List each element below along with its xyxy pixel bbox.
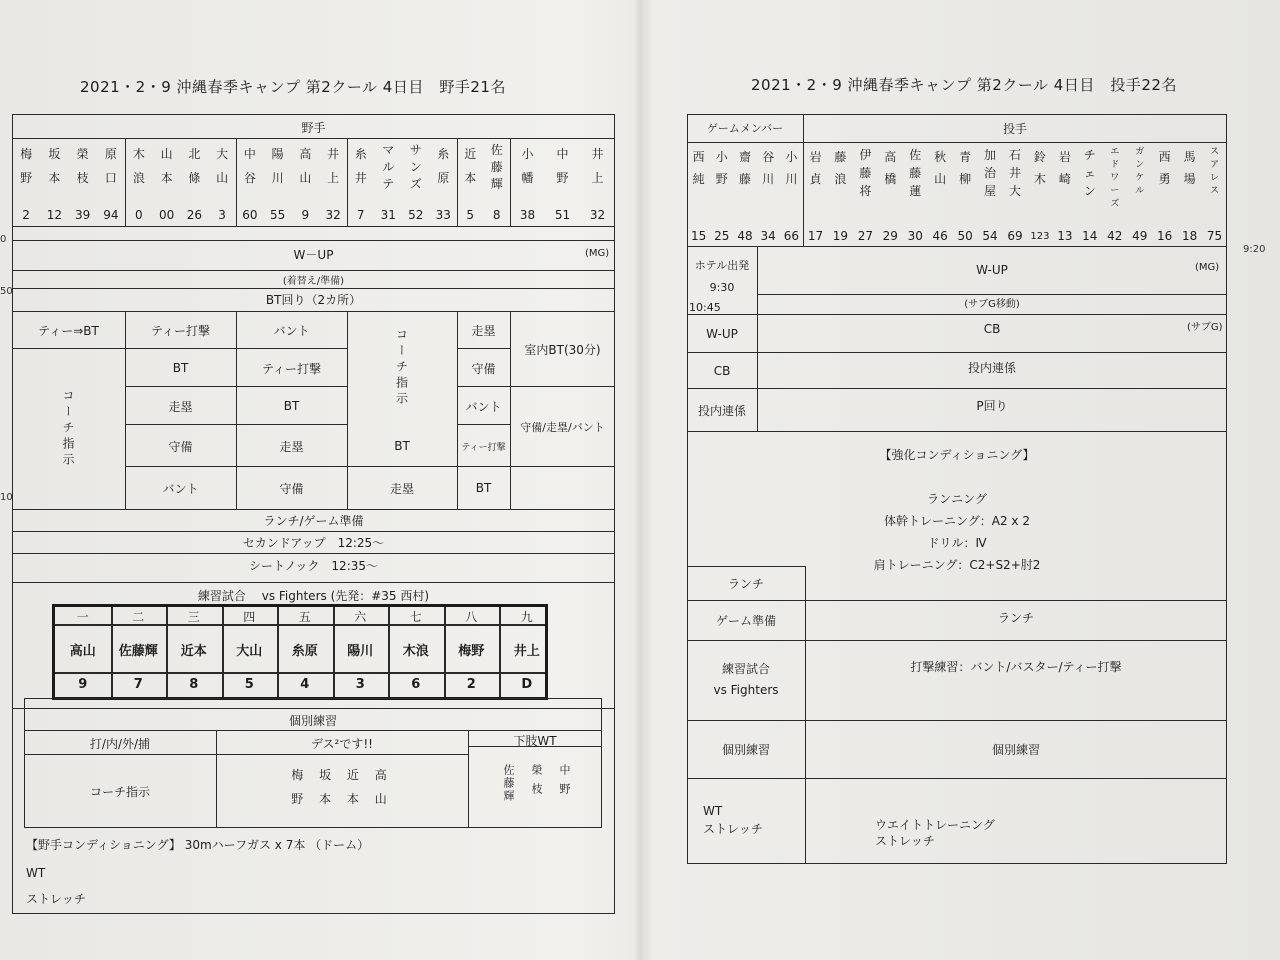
player-number: 38	[519, 208, 536, 222]
player-number: 3	[218, 208, 226, 222]
pitcher-name: エドワーズ	[1110, 147, 1120, 209]
pitcher-number: 30	[907, 229, 923, 243]
lunch-label: ランチ	[727, 576, 764, 591]
rot-cell: BT	[283, 399, 300, 413]
rot-cell: BT	[172, 361, 189, 375]
pitcher-number: 19	[832, 229, 849, 243]
pitcher-number: 50	[957, 229, 973, 243]
batting-practice: 打撃練習：バント/バスター/ティー打撃	[910, 659, 1122, 674]
kobetsu-head-2: デス²です!!	[311, 736, 373, 751]
fielders-schedule-sheet	[0, 30, 640, 960]
pitcher-name: 佐藤蓮	[909, 148, 922, 198]
player-name: 榮枝	[76, 147, 89, 185]
rot-header-1: ティー⇒BT	[38, 323, 99, 338]
pitcher-name: ガンケル	[1135, 147, 1145, 196]
lineup-name: 佐藤輝	[118, 643, 158, 659]
rot-cell: BT	[394, 439, 410, 453]
lineup-name: 梅野	[458, 643, 485, 659]
lineup-name: 木浪	[402, 643, 429, 659]
player-number: 7	[356, 208, 365, 222]
pitcher-number: 123	[1030, 230, 1050, 242]
lineup-order: 四	[243, 609, 256, 624]
hotel-time: 9:30	[709, 280, 735, 294]
pitcher-number: 13	[1057, 229, 1073, 243]
kobetsu-names-bottom: 野 本 本 山	[291, 791, 393, 806]
player-number: 32	[325, 208, 341, 222]
kyoka-item: ドリル：Ⅳ	[927, 535, 987, 550]
player-name: 木浪	[132, 147, 145, 185]
margin-mark: 50	[0, 286, 13, 297]
time-mark: 9:20	[1243, 244, 1266, 255]
pitcher-number: 27	[857, 229, 873, 243]
lineup-order: 七	[409, 609, 422, 624]
pitcher-name: 岩貞	[809, 150, 822, 186]
player-name: 山本	[160, 147, 173, 185]
lineup-name: 大山	[236, 643, 263, 659]
pitcher-name: 小野	[715, 150, 728, 186]
lineup-name: 糸原	[291, 643, 318, 659]
lineup-order: 三	[187, 609, 200, 624]
lineup-order: 二	[132, 609, 145, 624]
sheet-knock-row: シートノック 12:35～	[248, 558, 379, 573]
player-name: 中谷	[243, 147, 256, 185]
bt-mawari-row: BT回り（2カ所）	[265, 292, 362, 307]
lineup-position: 5	[244, 676, 254, 692]
game-prep-value: ランチ	[997, 610, 1034, 625]
row-right: CB	[983, 322, 1001, 336]
player-name: 陽川	[271, 147, 284, 185]
pitcher-name: 加治屋	[984, 148, 997, 198]
second-up-row: セカンドアップ 12:25～	[242, 535, 385, 550]
lineup-name: 陽川	[347, 643, 374, 659]
wup-row-right: W-UP	[976, 263, 1008, 277]
lineup-order: 一	[76, 609, 89, 624]
player-number: 5	[466, 208, 475, 222]
pitcher-number: 54	[982, 229, 998, 243]
stretch-label-right: ストレッチ	[703, 822, 763, 836]
subg-note: (サブG)	[1187, 322, 1223, 333]
pitcher-number: 25	[714, 229, 730, 243]
lineup-position: 7	[133, 676, 143, 692]
lunch-row: ランチ/ゲーム準備	[263, 513, 364, 528]
kigae-row: (着替え/準備)	[282, 275, 345, 287]
rot-cell: 守備	[279, 481, 304, 496]
rot-cell: ティー打撃	[261, 361, 322, 376]
pitcher-number: 18	[1181, 229, 1198, 243]
kyoka-item: 肩トレーニング：C2+S2+肘2	[873, 557, 1041, 572]
mg-note-right: (MG)	[1195, 262, 1220, 273]
section-label: 野手	[301, 120, 326, 135]
rot-cell: 走塁	[168, 399, 193, 414]
wt-player: 佐藤輝	[502, 763, 515, 803]
pitcher-number: 34	[760, 229, 776, 243]
player-name: 中野	[556, 147, 569, 185]
player-name: 北條	[188, 147, 201, 185]
lineup-order: 八	[465, 609, 478, 624]
player-number: 0	[135, 208, 143, 222]
lineup-position: 6	[411, 676, 421, 692]
player-number: 12	[46, 208, 63, 222]
pitcher-number: 66	[783, 229, 800, 243]
pitcher-name: 青柳	[959, 150, 972, 186]
rot-cell: ティー打撃	[461, 442, 506, 453]
player-number: 00	[158, 208, 175, 222]
weight-training: ウエイトトレーニング	[875, 818, 995, 832]
player-name: 小幡	[521, 147, 534, 185]
fielder-conditioning: 【野手コンディショニング】 30mハーフガス x 7本 （ドーム）	[26, 838, 370, 852]
player-number: 94	[103, 208, 119, 222]
rot-cell: BT	[475, 481, 492, 495]
player-number: 32	[589, 208, 606, 222]
pitcher-number: 69	[1007, 229, 1023, 243]
lineup-order: 九	[520, 609, 533, 624]
rot-cell: 守備	[168, 439, 193, 454]
kobetsu-label: 個別練習	[721, 742, 770, 757]
player-number: 2	[22, 208, 30, 222]
pitchers-schedule-sheet	[641, 30, 1280, 960]
pitcher-number: 46	[932, 229, 948, 243]
pitcher-name: 馬場	[1183, 150, 1196, 186]
row-left: 投内連係	[697, 403, 746, 418]
mg-note: (MG)	[585, 248, 610, 259]
player-number: 55	[269, 208, 286, 222]
rot-cell: バント	[162, 481, 199, 496]
kobetsu-title: 個別練習	[288, 713, 337, 728]
player-number: 8	[492, 208, 501, 222]
pitcher-name: 西純	[692, 150, 705, 186]
pitcher-number: 16	[1157, 229, 1173, 243]
player-name: 坂本	[48, 147, 61, 185]
pitcher-number: 29	[882, 229, 898, 243]
pitcher-number: 42	[1107, 229, 1123, 243]
lineup-name: 高山	[69, 643, 96, 659]
pitcher-number: 49	[1132, 229, 1148, 243]
kobetsu-head-3: 下肢WT	[513, 733, 557, 748]
practice-game-title: 練習試合 vs Fighters (先発：#35 西村)	[197, 588, 430, 603]
kobetsu-coach: コーチ指示	[89, 784, 150, 799]
lineup-position: 4	[300, 676, 310, 692]
lineup-position: 3	[355, 676, 365, 692]
lineup-position: 2	[466, 676, 476, 692]
rot-header-coach: コーチ指示	[394, 328, 409, 408]
player-name: 梅野	[20, 147, 33, 185]
lineup-order: 五	[298, 609, 311, 624]
wt-player: 榮枝	[530, 764, 543, 802]
player-number: 39	[74, 208, 91, 222]
rot-cell: 走塁	[389, 481, 414, 496]
pitcher-number: 14	[1082, 229, 1098, 243]
subg-move: (サブG移動)	[964, 298, 1020, 310]
rot-header-5: 走塁	[471, 323, 496, 338]
pitcher-name: 岩崎	[1058, 150, 1071, 186]
rot-cell: 走塁	[279, 439, 304, 454]
kyoka-title: 【強化コンディショニング】	[879, 447, 1035, 462]
pitcher-number: 48	[737, 229, 753, 243]
player-number: 26	[186, 208, 203, 222]
rot-header-3: バント	[273, 323, 310, 338]
rot-header-6: 室内BT(30分)	[524, 342, 601, 357]
stretch-right: ストレッチ	[875, 834, 935, 848]
wup-row: W－UP	[293, 247, 334, 262]
row-left: CB	[713, 364, 731, 378]
game-prep-label: ゲーム準備	[715, 613, 776, 628]
coach-vertical: コーチ指示	[61, 389, 75, 469]
stretch-label: ストレッチ	[26, 892, 86, 906]
row-left: W-UP	[706, 327, 738, 341]
player-name: 大山	[216, 147, 229, 185]
rot-cell-indoor: 守備/走塁/バント	[520, 421, 605, 434]
kobetsu-head-1: 打/内/外/捕	[89, 736, 151, 751]
player-name: 糸原	[437, 147, 450, 185]
player-name: 佐藤輝	[490, 143, 503, 191]
pitcher-name: 齋藤	[738, 150, 751, 186]
row-right: P回り	[976, 398, 1008, 413]
pitcher-name: 鈴木	[1033, 150, 1046, 186]
time-1045: 10:45	[689, 301, 721, 314]
player-number: 52	[408, 208, 424, 222]
margin-mark: 10	[0, 492, 13, 503]
pitcher-name: 小川	[785, 150, 798, 186]
wt-player: 中野	[558, 764, 571, 802]
pitcher-number: 15	[690, 229, 707, 243]
lineup-name: 井上	[513, 643, 540, 659]
game-member-header: ゲームメンバー	[706, 122, 784, 135]
pitcher-header: 投手	[1002, 121, 1027, 136]
rot-header-2: ティー打撃	[150, 323, 211, 338]
pitcher-number: 17	[807, 229, 824, 243]
pitcher-name: 西勇	[1158, 150, 1171, 186]
rot-cell: 守備	[471, 361, 496, 376]
margin-mark: 0	[0, 234, 7, 245]
player-name: 糸井	[354, 147, 367, 185]
lineup-order: 六	[354, 609, 367, 624]
pitcher-number: 75	[1206, 229, 1223, 243]
player-name: 井上	[327, 147, 340, 185]
kobetsu-names-top: 梅 坂 近 高	[291, 767, 393, 782]
player-number: 51	[554, 208, 571, 222]
pitcher-name: 伊藤将	[859, 148, 872, 198]
vs-label: vs Fighters	[713, 683, 779, 697]
left-title: 2021・2・9 沖縄春季キャンプ 第2クール 4日目 野手21名	[80, 78, 506, 96]
lineup-name: 近本	[180, 643, 207, 659]
wt-label: WT	[26, 866, 46, 880]
player-name: マルテ	[382, 143, 395, 191]
right-title: 2021・2・9 沖縄春季キャンプ 第2クール 4日目 投手22名	[751, 76, 1177, 94]
player-number: 31	[380, 208, 396, 222]
player-name: 原口	[104, 147, 117, 185]
kobetsu-value: 個別練習	[991, 742, 1040, 757]
player-number: 9	[301, 208, 310, 222]
pitcher-name: チェン	[1083, 148, 1096, 198]
player-name: 近本	[464, 147, 477, 185]
pitcher-name: 石井大	[1008, 148, 1021, 198]
row-right: 投内連係	[967, 360, 1016, 375]
player-name: 高山	[299, 147, 312, 185]
rot-cell: バント	[465, 399, 502, 414]
pitcher-name: 高橋	[884, 150, 897, 186]
player-number: 33	[435, 208, 451, 222]
pitcher-name: スアレス	[1210, 147, 1220, 196]
pitcher-name: 谷川	[762, 150, 775, 186]
player-number: 60	[242, 208, 258, 222]
lineup-position: 9	[78, 676, 88, 692]
practice-game-label: 練習試合	[721, 661, 770, 676]
kyoka-item: 体幹トレーニング：A2 x 2	[884, 513, 1030, 528]
pitcher-name: 秋山	[934, 150, 947, 186]
hotel-departure: ホテル出発	[694, 259, 750, 272]
pitcher-name: 藤浪	[834, 150, 847, 186]
player-name: 井上	[591, 147, 604, 185]
wt-label-right: WT	[703, 804, 723, 818]
kyoka-item: ランニング	[927, 491, 987, 506]
player-name: サンズ	[409, 143, 422, 191]
lineup-position: D	[521, 676, 533, 692]
lineup-position: 8	[189, 676, 199, 692]
